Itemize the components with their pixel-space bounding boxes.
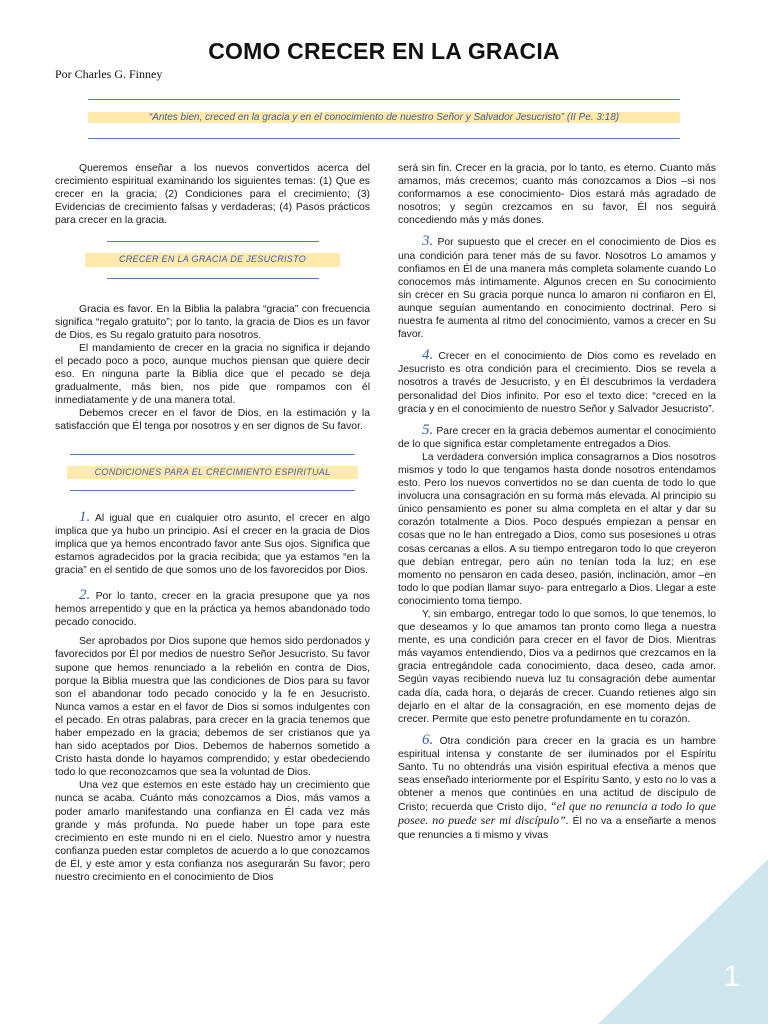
paragraph: Debemos crecer en el favor de Dios, en la estimación y la satisfacción que Él tenga por nosotros y en ser dignos de Su favor. (55, 408, 370, 433)
paragraph: Gracia es favor. En la Biblia la palabra “gracia” con frecuencia significa “regalo gratuito”; por lo tanto, la gracia de Dios es un favor de Dios, es Su regalo gratuito para nosotros. (55, 303, 370, 341)
paragraph-text: Al igual que en cualquier otro asunto, el crecer en algo implica que ya hubo un principio. Así el crecer en la gracia de Dios implica que ya hemos encontrado favor ante Sus ojos. Significa que estamos agradecidos por la gracia recibida; que ya estamos “en la gracia” en el sentido de que somos uno de los favorecidos por Dios. (55, 512, 370, 576)
continued-paragraph: será sin fin. Crecer en la gracia, por lo tanto, es eterno. Cuanto más amamos, más crecemos; cuanto más conozcamos a Dios –si nos conformamos a ese conocimiento- Dios estará más agradado de nosotros; y según crezcamos en su favor, Él nos seguirá concediendo más y más dones. (398, 163, 716, 227)
section-heading-block (55, 454, 370, 491)
document-title: COMO CRECER EN LA GRACIA (208, 38, 560, 64)
numbered-paragraph-3 (398, 235, 716, 341)
section-heading-growth: CRECER EN LA GRACIA DE JESUCRISTO (85, 253, 340, 266)
left-column (55, 162, 370, 884)
heading-bottom-rule (70, 490, 355, 491)
section-heading-conditions: CONDICIONES PARA EL CRECIMIENTO ESPIRITUAL (67, 466, 358, 479)
numbered-paragraph-6 (398, 731, 717, 842)
paragraph-text: Por supuesto que el crecer en el conocimiento de Dios es una condición para tener más de su favor. Nosotros Lo amamos y confiamos en Él de una manera más completa solamente cuando Lo conocemos más íntimamente. Algunos crecen en Su conocimiento sin crecer en Su gracia porque nunca lo amaron ni confiaron en Él, aunque seguían aumentando en conocimiento doctrinal. Pero si nuestra fe aumenta al ritmo del conocimiento, vamos a crecer en Su favor. (398, 237, 717, 341)
point-number: 4. (422, 347, 434, 364)
paragraph: Ser aprobados por Dios supone que hemos sido perdonados y favorecidos por Él por medios de nuestro Señor Jesucristo. Su favor supone que hemos renunciado a la rebelión en contra de Dios, porque la Biblia muestra que las condiciones de Dios para su favor son el abandonar todo pecado conocido y la fe en Jesucristo. Nunca vamos a estar en el favor de Dios si somos indulgentes con el pecado. En otras palabras, para crecer en la gracia tenemos que haber empezado en la gracia; debemos de ser cristianos que ya han sido aceptados por Dios. Debemos de habernos sometido a Cristo hasta donde lo hayamos comprendido; y estar obedeciendo todo lo que reconozcamos que sea la voluntad de Dios. (55, 636, 370, 779)
paragraph-text: Otra condición para crecer en la gracia es un hambre espiritual intensa y constante de ser iluminados por el Espíritu Santo. Tu no obtendrás una visión espiritual efectiva a menos que seas enseñado interiormente por el Espíritu Santo, y esto no lo vas a obtener a menos que continúes en una actitud de discípulo de Cristo; recuerda que Cristo dijo, (398, 735, 716, 814)
point-number: 2. (79, 587, 91, 604)
point-number: 1. (79, 508, 91, 525)
corner-decoration (598, 859, 768, 1024)
paragraph: La verdadera conversión implica consagrarnos a Dios nosotros mismos y todo lo que tengamos hasta donde nosotros entendamos esto. Pero los nuevos convertidos no se dan cuenta de todo lo que involucra una consagración en su forma más elevada. Al principio su único pensamiento es poner su alma completa en el altar y dar su corazón totalmente a Dios. Poco después empiezan a pensar en cosas que no le han entregado a Dios, como sus posesiones u otras cosas cercanas a ellos. A su tiempo entregaron todo lo que creyeron que debían entregar, pero aún no tenían toda la luz; en ese momento no pensaron en cada deseo, pasión, inclinación, amor –en todo lo que podían llamar suyo- para entregarlo a Dios. Llegar a este conocimiento toma tiempo. (398, 451, 716, 607)
author-byline: Por Charles G. Finney (55, 67, 163, 81)
paragraph-text: Por lo tanto, crecer en la gracia presupone que ya nos hemos arrepentido y que en la práctica ya hemos abandonado todo pecado conocido. (55, 591, 371, 629)
paragraph-text: Él no va a enseñarte a menos que renuncies a ti mismo y vivas (398, 816, 717, 841)
intro-paragraph: Queremos enseñar a los nuevos convertidos acerca del crecimiento espiritual examinando los siguientes temas: (1) Que es crecer en la gracia; (2) Condiciones para el crecimiento; (3) Evidencias de crecimiento falsas y verdaderas; (4) Pasos prácticos para crecer en la gracia. (55, 163, 370, 227)
paragraph-text: Crecer en el conocimiento de Dios como es revelado en Jesucristo es otra condición para el crecimiento. Dios se revela a nosotros a través de Jesucristo, y en Él descubrimos la verdadera personalidad del Dios infinito. Por eso el texto dice: “creced en la gracia y en el conocimiento de nuestro Señor y Salvador Jesucristo”. (398, 351, 716, 415)
heading-bottom-rule (107, 278, 319, 279)
point-number: 3. (422, 233, 434, 250)
epigraph-bottom-rule (88, 138, 680, 139)
section-heading-block (55, 241, 370, 278)
numbered-paragraph-1 (55, 508, 370, 577)
point-number: 6. (422, 731, 434, 748)
scripture-quote: “el que no renuncia a todo lo que posee. no puede ser mi discípulo”. (398, 799, 716, 828)
paragraph-text: Pare crecer en la gracia debemos aumentar el conocimiento de lo que significa estar completamente entregados a Dios. (398, 425, 717, 450)
point-number: 5. (422, 421, 434, 438)
numbered-paragraph-5 (398, 421, 717, 451)
heading-top-rule (70, 454, 355, 455)
paragraph: Y, sin embargo, entregar todo lo que somos, lo que tenemos, lo que deseamos y lo que amamos tan pronto como llega a nuestra mente, es una condición para crecer en el favor de Dios. Mientras más vayamos entendiendo, Dios va a pedirnos que crezcamos en la gracia entregándole cada conocimiento, daca deseo, cada amor. Según vayas recibiendo nueva luz tu consagración debe aumentar cada día, cada hora, o dejarás de crecer. Cuando retienes algo sin dejarlo en el altar de la consagración, en ese momento dejas de crecer. Permite que esto penetre profundamente en tu corazón. (398, 609, 716, 725)
numbered-paragraph-4 (398, 349, 716, 415)
heading-top-rule (107, 241, 319, 242)
epigraph: “Antes bien, creced en la gracia y en el conocimiento de nuestro Señor y Salvador Jesucristo” (II Pe. 3:18) (88, 112, 680, 123)
numbered-paragraph-2 (55, 589, 370, 629)
page-number: 1 (723, 960, 740, 993)
right-column (398, 162, 716, 842)
epigraph-top-rule (88, 99, 680, 100)
paragraph: El mandamiento de crecer en la gracia no significa ir dejando el pecado poco a poco, aunque muchos piensan que quiere decir eso. En ninguna parte la Biblia dice que el pecado se deja gradualmente, más bien, nos pide que rompamos con él inmediatamente y de una manera total. (55, 342, 370, 407)
paragraph: Una vez que estemos en este estado hay un crecimiento que nunca se acaba. Cuánto más conozcamos a Dios, más vamos a poder amarlo manifestando una confianza en Él cada vez más grande y más profunda. No puede haber un tope para este crecimiento en este mundo ni en el cielo. Nuestro amor y nuestra confianza pueden estar completos de acuerdo a lo que conozcamos de Él, y este amor y esta confianza nos asegurarán Su favor; pero nuestro crecimiento en el conocimiento de Dios (55, 780, 370, 884)
